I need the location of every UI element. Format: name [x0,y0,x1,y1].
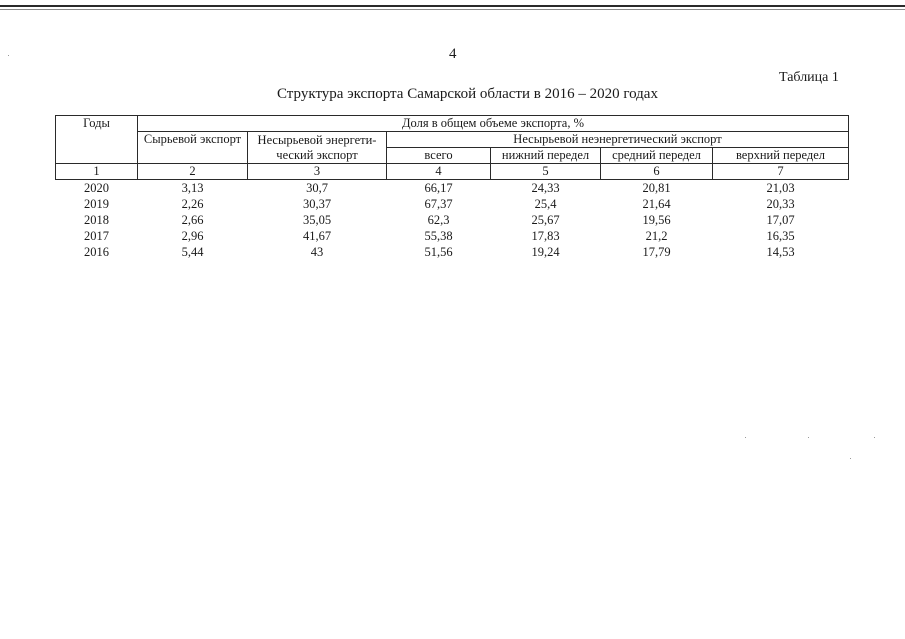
top-border-line-secondary [0,9,905,10]
header-share-total: Доля в общем объеме экспорта, % [138,116,849,132]
row-value: 14,53 [766,244,795,259]
header-middle: средний передел [601,148,713,164]
row-year: 2018 [84,212,109,227]
table-row [56,212,849,228]
header-non-raw-energy [248,132,387,164]
scan-speck [8,55,9,56]
row-year: 2019 [84,196,109,211]
table-row [56,180,849,197]
row-value: 30,7 [306,180,328,195]
table-row [56,244,849,260]
row-value: 55,38 [424,228,453,243]
column-number: 2 [138,164,248,180]
row-year: 2016 [84,244,109,259]
row-value: 17,07 [766,212,795,227]
page-number: 4 [449,46,457,62]
header-upper: верхний передел [713,148,849,164]
row-value: 35,05 [302,212,332,227]
row-value: 2,26 [181,196,204,211]
top-border-line [0,5,905,7]
column-number: 4 [387,164,491,180]
row-value: 2,66 [181,212,204,227]
row-value: 41,67 [302,228,332,243]
row-value: 24,33 [531,180,560,195]
table-row [56,228,849,244]
table-label: Таблица 1 [779,70,839,85]
table-title: Структура экспорта Самарской области в 2016 – 2020 годах [277,86,658,102]
header-years: Годы [56,116,138,164]
column-number: 7 [713,164,849,180]
row-value: 66,17 [424,180,453,195]
row-value: 51,56 [424,244,453,259]
row-year: 2017 [84,228,109,243]
row-value: 20,81 [642,180,671,195]
row-value: 43 [310,244,324,259]
row-value: 21,03 [766,180,795,195]
row-value: 67,37 [424,196,453,211]
scan-speck [808,437,809,438]
row-year: 2020 [84,180,109,195]
scan-speck [874,437,875,438]
row-value: 30,37 [302,196,332,211]
header-non-raw-energy-line2: ческий экспорт [276,147,358,162]
row-value: 19,56 [642,212,671,227]
row-value: 21,2 [645,228,668,243]
row-value: 25,4 [534,196,557,211]
row-value: 17,79 [642,244,671,259]
column-number: 3 [248,164,387,180]
table-row [56,196,849,212]
row-value: 62,3 [427,212,450,227]
row-value: 3,13 [181,180,204,195]
column-number-row [56,164,849,180]
row-value: 17,83 [531,228,560,243]
header-total: всего [387,148,491,164]
row-value: 2,96 [181,228,204,243]
export-structure-table [55,115,849,260]
row-value: 20,33 [766,196,795,211]
header-raw-export: Сырьевой экспорт [138,132,248,164]
row-value: 25,67 [531,212,560,227]
header-lower: нижний передел [491,148,601,164]
header-non-raw-non-energy: Несырьевой неэнергетический экспорт [387,132,849,148]
row-value: 16,35 [766,228,795,243]
scan-speck [745,437,746,438]
column-number: 6 [601,164,713,180]
column-number: 5 [491,164,601,180]
header-non-raw-energy-line1: Несырьевой энергети- [257,132,377,147]
row-value: 5,44 [181,244,204,259]
column-number: 1 [56,164,138,180]
scan-speck [850,458,851,459]
row-value: 19,24 [531,244,560,259]
row-value: 21,64 [642,196,671,211]
